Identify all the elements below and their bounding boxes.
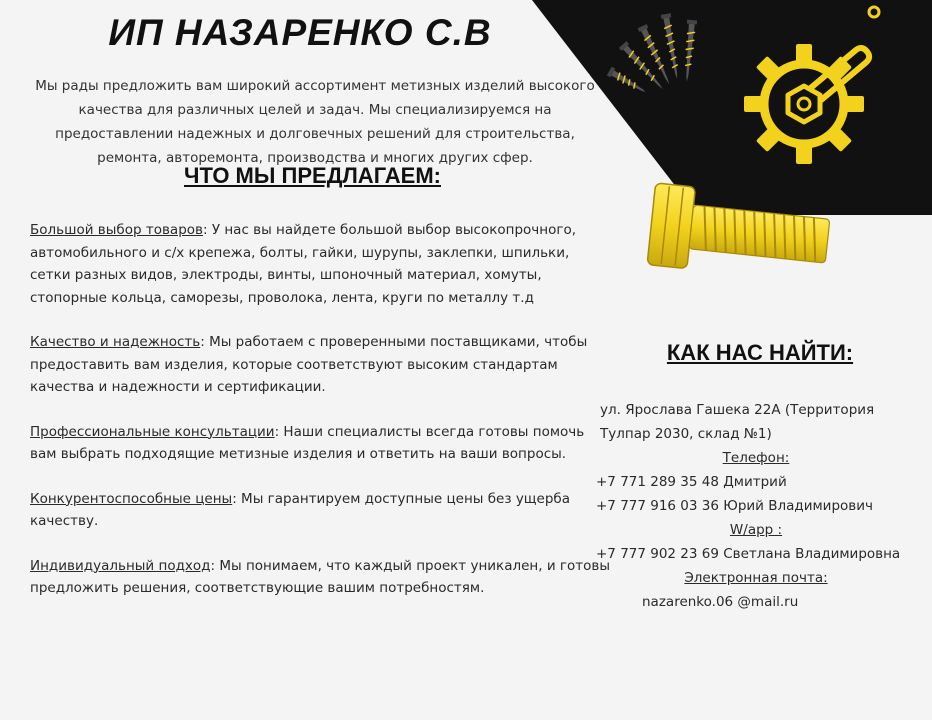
- offer-text: : Наши специалисты всегда готовы помочь вам выбрать подходящие метизные изделия и ответить на ваши вопросы.: [30, 423, 585, 462]
- phone-number: +7 771 289 35 48 Дмитрий: [596, 474, 787, 490]
- offer-text: : Мы гарантируем доступные цены без ущерба качеству.: [30, 490, 570, 529]
- offer-heading: Большой выбор товаров: [30, 222, 203, 238]
- offer-item: [30, 219, 610, 309]
- contacts-block: [596, 398, 926, 614]
- offer-text: : У нас вы найдете большой выбор высокопрочного, автомобильного и с/х крепежа, болты, гайки, шурупы, заклепки, шпильки, сетки разных видов, электроды, винты, шпоночный материал, хомуты, стопорные кольца, саморезы, проволока, лента, круги по металлу т.д: [30, 222, 577, 306]
- offer-heading: Профессиональные консультации: [30, 423, 275, 440]
- offer-item: [30, 488, 610, 533]
- offer-item: [30, 421, 610, 466]
- contacts-heading: КАК НАС НАЙТИ:: [666, 340, 854, 365]
- email-address: nazarenko.06 @mail.ru: [642, 594, 799, 610]
- offer-item: [30, 555, 610, 600]
- phone-label: Телефон:: [722, 450, 790, 466]
- whatsapp-number: +7 777 902 23 69 Светлана Владимировна: [596, 546, 901, 562]
- offer-heading: Качество и надежность: [30, 334, 201, 350]
- phone-number: +7 777 916 03 36 Юрий Владимирович: [596, 498, 873, 514]
- offer-text: : Мы работаем с проверенными поставщиками, чтобы предоставить вам изделия, которые соответствуют высоким стандартам качества и надежности и сертификации.: [30, 334, 588, 395]
- offer-item: [30, 331, 610, 399]
- offers-list: [30, 219, 610, 622]
- offer-heading: Конкурентоспособные цены: [30, 490, 233, 507]
- intro-paragraph: Мы рады предложить вам широкий ассортимент метизных изделий высокого качества для различных целей и задач. Мы специализируемся на предоставлении надежных и долговечных решений для строительства, ремонта, авторемонта, производства и многих других сфер.: [35, 78, 595, 166]
- whatsapp-label: W/app :: [729, 522, 783, 538]
- address: ул. Ярослава Гашека 22А (Территория Тулпар 2030, склад №1): [600, 402, 875, 442]
- email-label: Электронная почта:: [684, 570, 828, 586]
- offer-heading: Индивидуальный подход: [30, 557, 211, 574]
- company-title: ИП НАЗАРЕНКО С.В: [108, 12, 492, 53]
- offers-heading: ЧТО МЫ ПРЕДЛАГАЕМ:: [183, 163, 441, 188]
- offer-text: : Мы понимаем, что каждый проект уникален, и готовы предложить решения, соответствующие вашим потребностям.: [30, 557, 610, 596]
